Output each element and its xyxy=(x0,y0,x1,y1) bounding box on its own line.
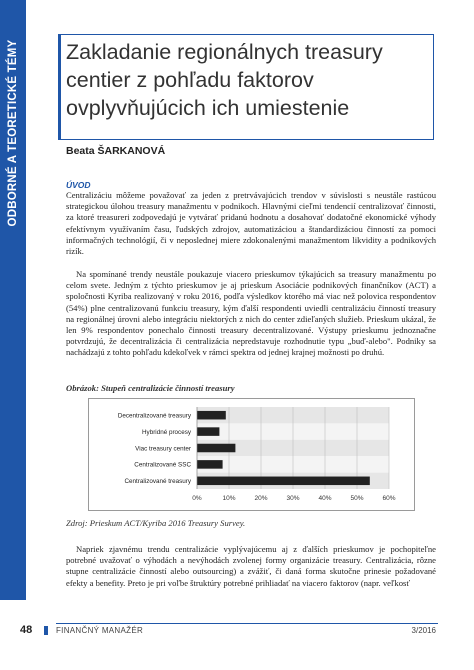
chart-x-tick-label: 20% xyxy=(254,495,268,502)
chart-category-label: Decentralizované treasury xyxy=(117,412,191,420)
chart-x-tick-label: 30% xyxy=(286,495,300,502)
paragraph-intro: Centralizáciu môžeme považovať za jeden z pretrvávajúcich trendov v súvislosti s neustále rastúcou strategickou úlohou treasury manažmentu v podnikoch. Hlavnými cieľmi tendencií centralizovať činnosti, za ktoré treasureri zodpovedajú je vytvárať pridanú hodnotu a dosahovať dodatočné ekonomické výhody efektívnym využívaním času, ľudských zdrojov, automatizáciou a štandardizáciou činností za pomoci informačných technológií, či v neposlednej miere zdokonalenými manažmentom likvidity a podnikových rizík. xyxy=(66,190,436,257)
chart-bar xyxy=(197,444,235,453)
chart-category-label: Centralizované treasury xyxy=(124,478,191,486)
title-frame-left-rule xyxy=(58,34,61,140)
chart-x-tick-label: 0% xyxy=(192,495,202,502)
chart-x-tick-label: 60% xyxy=(382,495,396,502)
chart-bar xyxy=(197,411,226,420)
chart-bar xyxy=(197,477,370,486)
chart-frame xyxy=(88,398,415,511)
article-title: Zakladanie regionálnych treasury centier z pohľadu faktorov ovplyvňujúcich ich umiestenie xyxy=(66,40,383,120)
footer-issue: 3/2016 xyxy=(411,626,436,635)
paragraph-survey: Na spomínané trendy neustále poukazuje viacero prieskumov týkajúcich sa treasury manažmentu po celom svete. Jedným z týchto prieskumov je aj prieskum Asociácie podnikových finančníkov (ACT) a spoločnosti Kyriba realizovaný v roku 2016, podľa výsledkov ktorého má viac než polovica respondentov (54%) plne centralizovanú funkciu treasury, kým ďalší respondenti uviedli centralizáciu činností treasury na regionálnej úrovni alebo integráciu niektorých z nich do center zdieľaných služieb. Prieskum ukázal, že len 9% respondentov ponechalo činnosti treasury decentralizované. Výstupy prieskumu jednoznačne potvrdzujú, že decentralizácia či centralizácia nepredstavuje rozhodnutie typu „buď-alebo". Podniky sa nachádzajú z tohto pohľadu kdekoľvek v rámci spektra od jednej krajnej možnosti po druhú. xyxy=(66,269,436,358)
footer-rule xyxy=(56,623,438,624)
footer-marker xyxy=(44,626,48,635)
page-number: 48 xyxy=(20,624,33,636)
figure-source: Zdroj: Prieskum ACT/Kyriba 2016 Treasury Survey. xyxy=(66,518,246,528)
section-heading: ÚVOD xyxy=(66,180,91,190)
chart-category-label: Viac treasury center xyxy=(135,445,191,453)
chart-category-label: Hybridné procesy xyxy=(142,428,191,436)
section-side-bar xyxy=(0,0,26,600)
paragraph-factors: Napriek zjavnému trendu centralizácie vyplývajúcemu aj z ďalších prieskumov je pochopiteľne potrebné uvažovať o výhodách a nevýhodách zvolenej formy organizácie treasury. Centralizácia, rôzne stupne centralizácie činností alebo outsourcing) a zvážiť, či daná forma skutočne prinesie požadované efekty a benefity. Preto je pri voľbe štruktúry potrebné prihliadať na viacero faktorov (napr. veľkosť xyxy=(66,544,436,588)
article-author: Beata ŠARKANOVÁ xyxy=(66,145,166,157)
chart-bar xyxy=(197,460,223,469)
centralization-chart xyxy=(89,399,414,510)
chart-x-tick-label: 50% xyxy=(350,495,364,502)
section-side-label: ODBORNÉ A TEORETICKÉ TÉMY xyxy=(7,39,19,227)
chart-x-tick-label: 40% xyxy=(318,495,332,502)
chart-x-tick-label: 10% xyxy=(222,495,236,502)
chart-category-label: Centralizované SSC xyxy=(134,461,191,469)
footer-magazine: FINANČNÝ MANAŽÉR xyxy=(56,626,144,635)
figure-caption: Obrázok: Stupeň centralizácie činností treasury xyxy=(66,383,235,393)
chart-bar xyxy=(197,427,219,436)
